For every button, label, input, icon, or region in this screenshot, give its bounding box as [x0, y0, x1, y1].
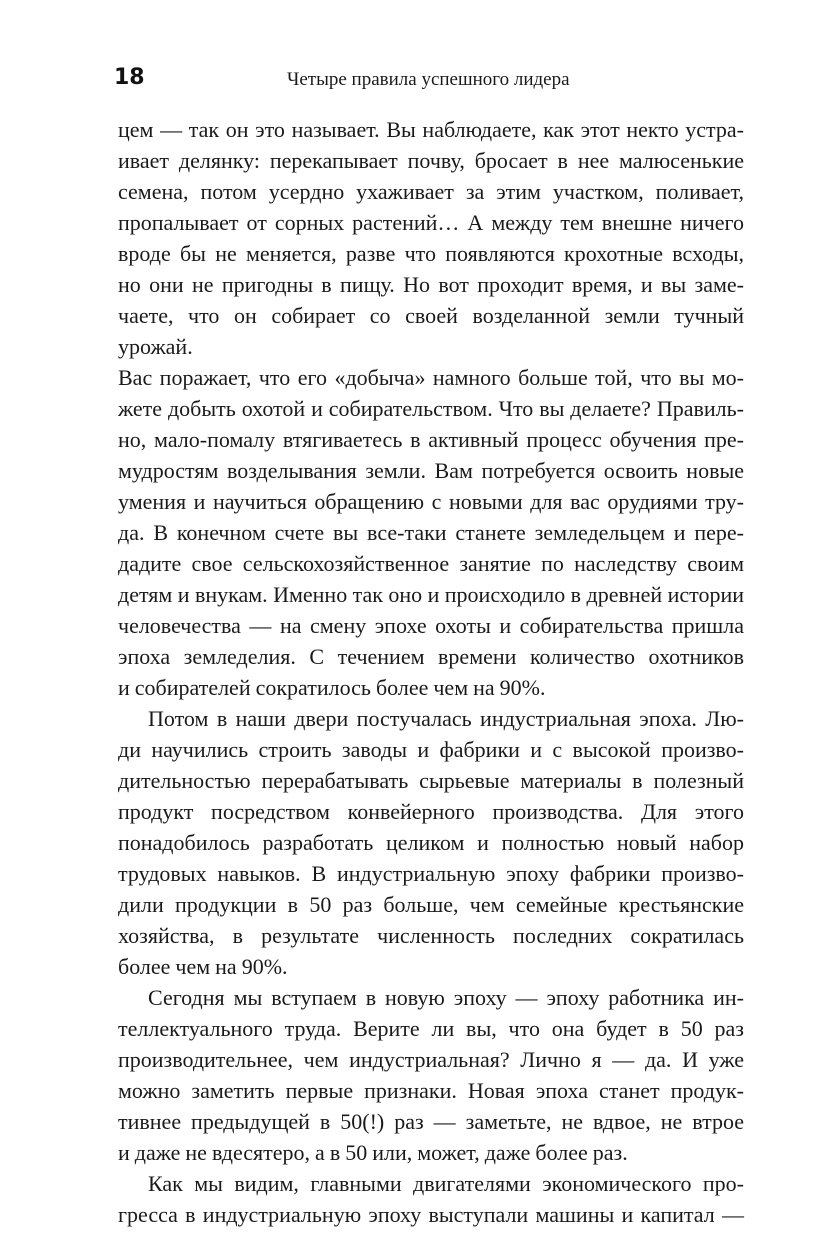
text-line: чаете, что он собирает со своей возделанной земли тучный урожай. [118, 303, 744, 359]
text-line: цем — так он это называет. Вы наблюдаете, как этот некто устра- [118, 117, 744, 142]
text-line: ди научились строить заводы и фабрики и с высокой произво- [118, 737, 744, 762]
text-line: эпоха земледелия. С течением времени количество охотников [118, 644, 744, 669]
running-head-title: Четыре правила успешного лидера [287, 69, 570, 90]
text-line: Как мы видим, главными двигателями экономического про- [148, 1171, 744, 1196]
text-line: мудростям возделывания земли. Вам потребуется освоить новые [118, 458, 744, 483]
text-line: хозяйства, в результате численность последних сократилась [118, 923, 744, 948]
text-line: детям и внукам. Именно так оно и происходило в древней истории [118, 582, 744, 607]
text-line: вроде бы не меняется, разве что появляются крохотные всходы, [118, 241, 744, 266]
text-line: семена, потом усердно ухаживает за этим участком, поливает, [118, 179, 744, 204]
paragraph-2 [118, 703, 744, 982]
text-line: но они не пригодны в пищу. Но вот проходит время, и вы заме- [118, 272, 744, 297]
text-line: Вас поражает, что его «добыча» намного больше той, что вы мо- [118, 365, 744, 390]
text-line: умения и научиться обращению с новыми для вас орудиями тру- [118, 489, 744, 514]
text-line: продукт посредством конвейерного производства. Для этого [118, 799, 744, 824]
text-line: более чем на 90%. [118, 954, 288, 979]
text-line: производительнее, чем индустриальная? Лично я — да. И уже [118, 1047, 744, 1072]
text-line: можно заметить первые признаки. Новая эпоха станет продук- [118, 1078, 744, 1103]
text-line: жете добыть охотой и собирательством. Что вы делаете? Правиль- [118, 396, 744, 421]
text-line: и даже не вдесятеро, а в 50 или, может, даже более раз. [118, 1140, 628, 1165]
text-line: теллектуального труда. Верите ли вы, что она будет в 50 раз [118, 1016, 744, 1041]
body-text [118, 114, 744, 1230]
text-line: тивнее предыдущей в 50(!) раз — заметьте, не вдвое, не втрое [118, 1109, 744, 1134]
text-line: Потом в наши двери постучалась индустриальная эпоха. Лю- [148, 706, 744, 731]
page-number: 18 [114, 65, 145, 90]
paragraph-4 [118, 1168, 744, 1230]
text-line: Сегодня мы вступаем в новую эпоху — эпоху работника ин- [148, 985, 744, 1010]
text-line: ивает делянку: перекапывает почву, бросает в нее малюсенькие [118, 148, 744, 173]
text-line: трудовых навыков. В индустриальную эпоху фабрики произво- [118, 861, 744, 886]
text-line: да. В конечном счете вы все-таки станете земледельцем и пере- [118, 520, 744, 545]
paragraph-3 [118, 982, 744, 1168]
text-line: и собирателей сократилось более чем на 90%. [118, 675, 546, 700]
text-line: но, мало-помалу втягиваетесь в активный процесс обучения пре- [118, 427, 744, 452]
text-line: гресса в индустриальную эпоху выступали машины и капитал — [118, 1202, 744, 1227]
text-line: понадобилось разработать целиком и полностью новый набор [118, 830, 744, 855]
text-line: пропалывает от сорных растений… А между тем внешне ничего [118, 210, 744, 235]
text-line: человечества — на смену эпохе охоты и собирательства пришла [118, 613, 744, 638]
text-line: дили продукции в 50 раз больше, чем семейные крестьянские [118, 892, 744, 917]
text-line: дительностью перерабатывать сырьевые материалы в полезный [118, 768, 744, 793]
text-line: дадите свое сельскохозяйственное занятие по наследству своим [118, 551, 744, 576]
paragraph-1 [118, 114, 744, 703]
